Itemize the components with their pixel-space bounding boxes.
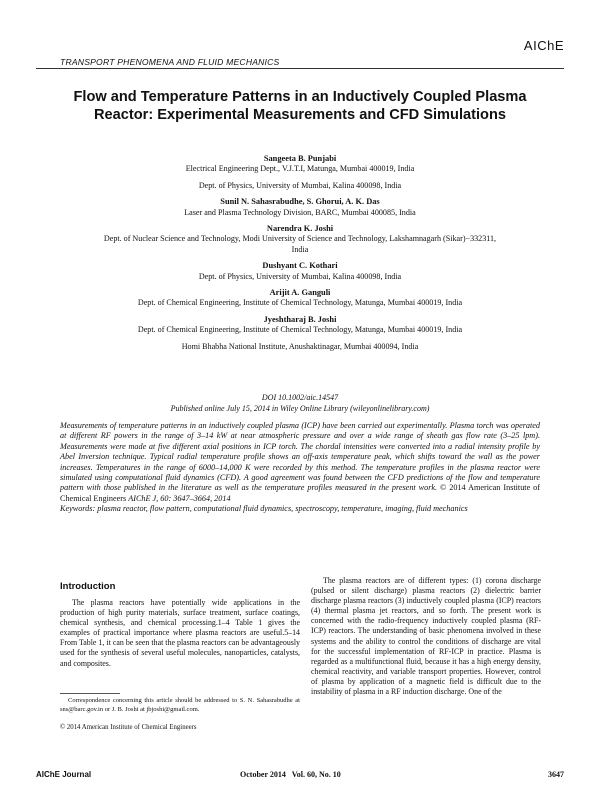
author-affiliation: Dept. of Physics, University of Mumbai, Kalina 400098, India [198, 271, 402, 281]
copyright-line: © 2014 American Institute of Chemical Engineers [60, 724, 197, 731]
body-paragraph: The plasma reactors are of different types: (1) corona discharge (pulsed or silent discharge) plasma reactors (2) dielectric barrier discharge plasma reactors (3) inductively coupled plasma (ICP) reactors (4) thermal plasma jet reactors, and so forth. The present work is concerned with the radio-frequency inductively coupled plasma (RF-ICP) reactors. The understanding of basic phenomena involved in these systems and the ability to control the conditions of discharge are vital for the successful implementation of RF-ICP in practice. Plasma is regarded as a multifunctional fluid, because it has a high energy density, chemical reactivity, and variable transport properties. However, control of plasma by application of a magnetic field is difficult due to the instability of plasma in a RF induction discharge. One of the [311, 576, 541, 697]
author-block [60, 224, 540, 255]
doi: DOI 10.1002/aic.14547 [261, 393, 339, 402]
author-block [60, 154, 540, 191]
author-name: Sangeeta B. Punjabi [263, 154, 337, 163]
author-affiliation: Electrical Engineering Dept., V.J.T.I, Matunga, Mumbai 400019, India [185, 164, 415, 174]
author-affiliation: Laser and Plasma Technology Division, BARC, Mumbai 400085, India [184, 207, 416, 217]
section-label: TRANSPORT PHENOMENA AND FLUID MECHANICS [60, 57, 280, 67]
author-name: Dushyant C. Kothari [262, 261, 338, 271]
abstract-citation: AIChE J, 60: 3647–3664, 2014 [128, 493, 231, 503]
journal-logo: AIChE [523, 38, 564, 53]
author-name: Narendra K. Joshi [266, 224, 334, 234]
intro-paragraph: The plasma reactors have potentially wide applications in the production of high purity materials, surface treatment, surface coatings, chemical synthesis, and chemical processing.1–4 Table 1 gives the examples of practical importance where plasma reactors are useful.5–14 From Table 1, it can be seen that the plasma reactors can be advantageously used for the synthesis of several useful molecules, nanoparticles, catalysts, and composites. [60, 598, 300, 668]
published-online: Published online July 15, 2014 in Wiley Online Library (wileyonlinelibrary.com) [170, 404, 430, 413]
footnote-rule [60, 693, 120, 694]
section-heading: Introduction [60, 581, 116, 592]
abstract [60, 421, 540, 515]
correspondence-footnote: Correspondence concerning this article should be addressed to S. N. Sahasrabudhe at sns@barc.gov.in or J. B. Joshi at jbjoshi@gmail.com. [60, 697, 300, 713]
right-column [311, 576, 541, 697]
author-block [60, 197, 540, 218]
author-affiliation: Dept. of Physics, University of Mumbai, Kalina 400098, India [198, 180, 402, 190]
footer-journal: AIChE Journal [36, 770, 92, 779]
author-block [60, 315, 540, 352]
header-rule [36, 68, 564, 69]
author-affiliation: Dept. of Chemical Engineering, Institute of Chemical Technology, Matunga, Mumbai 400019, India [137, 298, 463, 308]
abstract-copyright: © 2014 American Institute of Chemical Engineers [60, 483, 540, 503]
author-name: Sunil N. Sahasrabudhe, S. Ghorui, A. K. Das [220, 197, 380, 207]
article-title: Flow and Temperature Patterns in an Inductively Coupled Plasma Reactor: Experimental Measurements and CFD Simulations [73, 89, 527, 123]
left-column [60, 576, 300, 669]
author-block [60, 261, 540, 282]
page-number: 3647 [548, 770, 564, 779]
abstract-body: Measurements of temperature patterns in an inductively coupled plasma (ICP) have been carried out experimentally. Plasma torch was operated at different RF powers in the range of 3–14 kW at near atmospheric pressure and over a wide range of sheath gas flow rate (3–25 lpm). Measurements were made at five different axial positions in ICP torch. The chordal intensities were converted into a radial intensity profile by Abel Inversion technique. Typical radial temperature profile shows an off-axis temperature peak, which shifts toward the wall as the power increases. Temperatures in the range of 6000–14,000 K were recorded by this method. The temperature profiles in the plasma reactor were simulated using computational fluid dynamics (CFD). A good agreement was found between the CFD predictions of the flow and temperature pattern with those published in the literature as well as the temperature profiles measured in the present work. [60, 421, 540, 493]
author-name: Arijit A. Ganguli [269, 288, 331, 298]
footer-issue: October 2014 Vol. 60, No. 10 [240, 770, 341, 779]
author-list [60, 154, 540, 358]
author-name: Jyeshtharaj B. Joshi [263, 314, 337, 324]
keywords: Keywords: plasma reactor, flow pattern, computational fluid dynamics, spectroscopy, temperature, imaging, fluid mechanics [60, 504, 468, 514]
author-block [60, 288, 540, 309]
author-affiliation: Dept. of Nuclear Science and Technology, Modi University of Science and Technology, Lakshamnagarh (Sikar)−332311, India [103, 234, 497, 254]
author-affiliation: Homi Bhabha National Institute, Anushaktinagar, Mumbai 400094, India [181, 341, 419, 351]
author-affiliation: Dept. of Chemical Engineering, Institute of Chemical Technology, Matunga, Mumbai 400019, India [137, 325, 463, 335]
publication-info [60, 392, 540, 414]
